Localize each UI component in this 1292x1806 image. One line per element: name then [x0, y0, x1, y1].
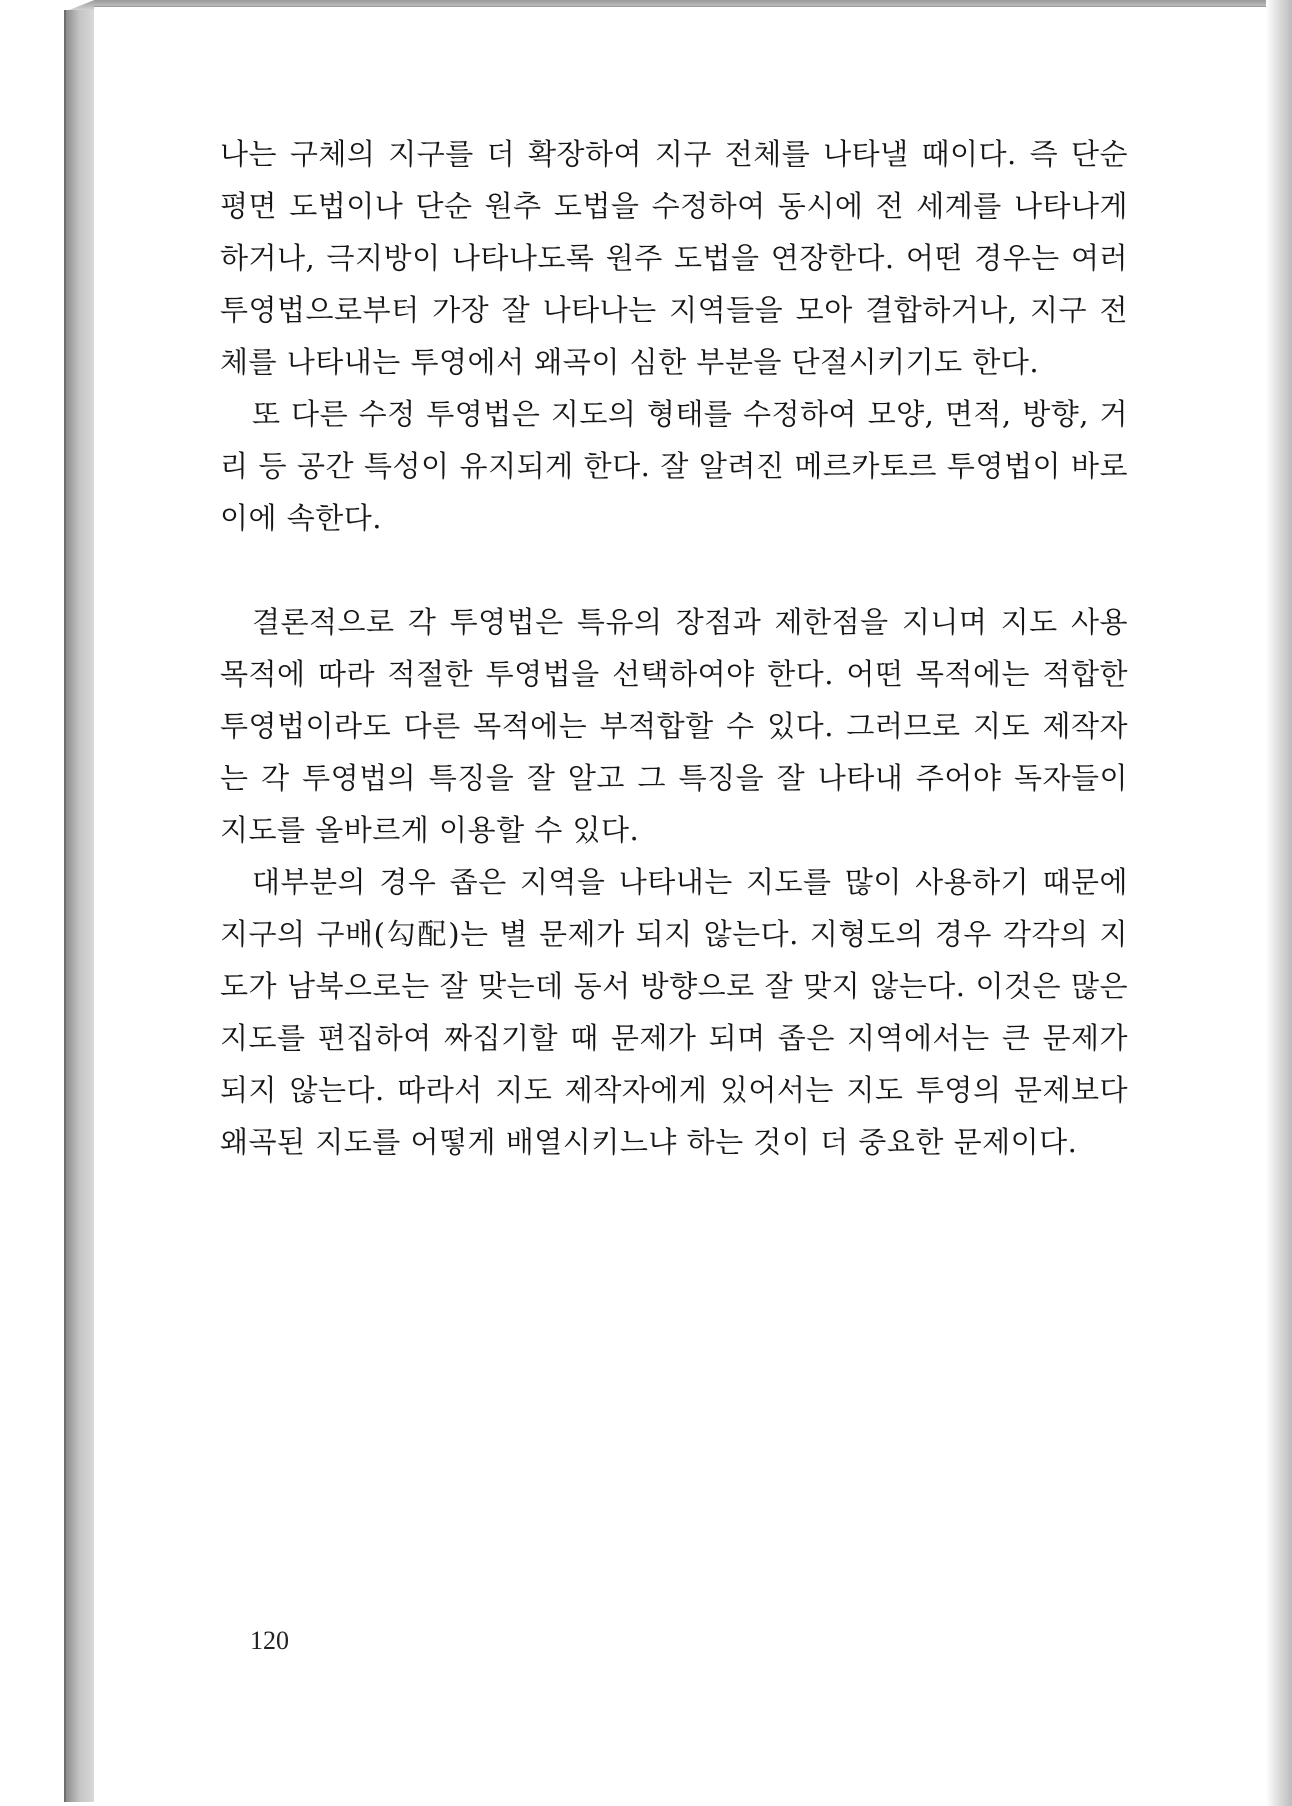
paragraph-small-area-maps: 대부분의 경우 좁은 지역을 나타내는 지도를 많이 사용하기 때문에 지구의 구배(勾配)는 별 문제가 되지 않는다. 지형도의 경우 각각의 지도가 남북으로는 잘 맞는데 동서 방향으로 잘 맞지 않는다. 이것은 많은 지도를 편집하여 짜집기할 때 문제가 되며 좁은 지역에서는 큰 문제가 되지 않는다. 따라서 지도 제작자에게 있어서는 지도 투영의 문제보다 왜곡된 지도를 어떻게 배열시키느냐 하는 것이 더 중요한 문제이다. — [220, 865, 1128, 1159]
paragraph-modified-projection: 또 다른 수정 투영법은 지도의 형태를 수정하여 모양, 면적, 방향, 거리 등 공간 특성이 유지되게 한다. 잘 알려진 메르카토르 투영법이 바로 이에 속한다. — [220, 397, 1128, 535]
section-gap — [220, 544, 1128, 596]
body-text — [220, 128, 1128, 1168]
page-number: 120 — [250, 1626, 289, 1655]
page-edge-shadow — [1266, 0, 1292, 1806]
paragraph-continued: 나는 구체의 지구를 더 확장하여 지구 전체를 나타낼 때이다. 즉 단순 평면 도법이나 단순 원추 도법을 수정하여 동시에 전 세계를 나타나게 하거나, 극지방이 나타나도록 원주 도법을 연장한다. 어떤 경우는 여러 투영법으로부터 가장 잘 나타나는 지역들을 모아 결합하거나, 지구 전체를 나타내는 투영에서 왜곡이 심한 부분을 단절시키기도 한다. — [220, 137, 1128, 379]
book-spine — [64, 10, 96, 1802]
paragraph-conclusion: 결론적으로 각 투영법은 특유의 장점과 제한점을 지니며 지도 사용 목적에 따라 적절한 투영법을 선택하여야 한다. 어떤 목적에는 적합한 투영법이라도 다른 목적에는 부적합할 수 있다. 그러므로 지도 제작자는 각 투영법의 특징을 잘 알고 그 특징을 잘 나타내 주어야 독자들이 지도를 올바르게 이용할 수 있다. — [220, 605, 1128, 847]
